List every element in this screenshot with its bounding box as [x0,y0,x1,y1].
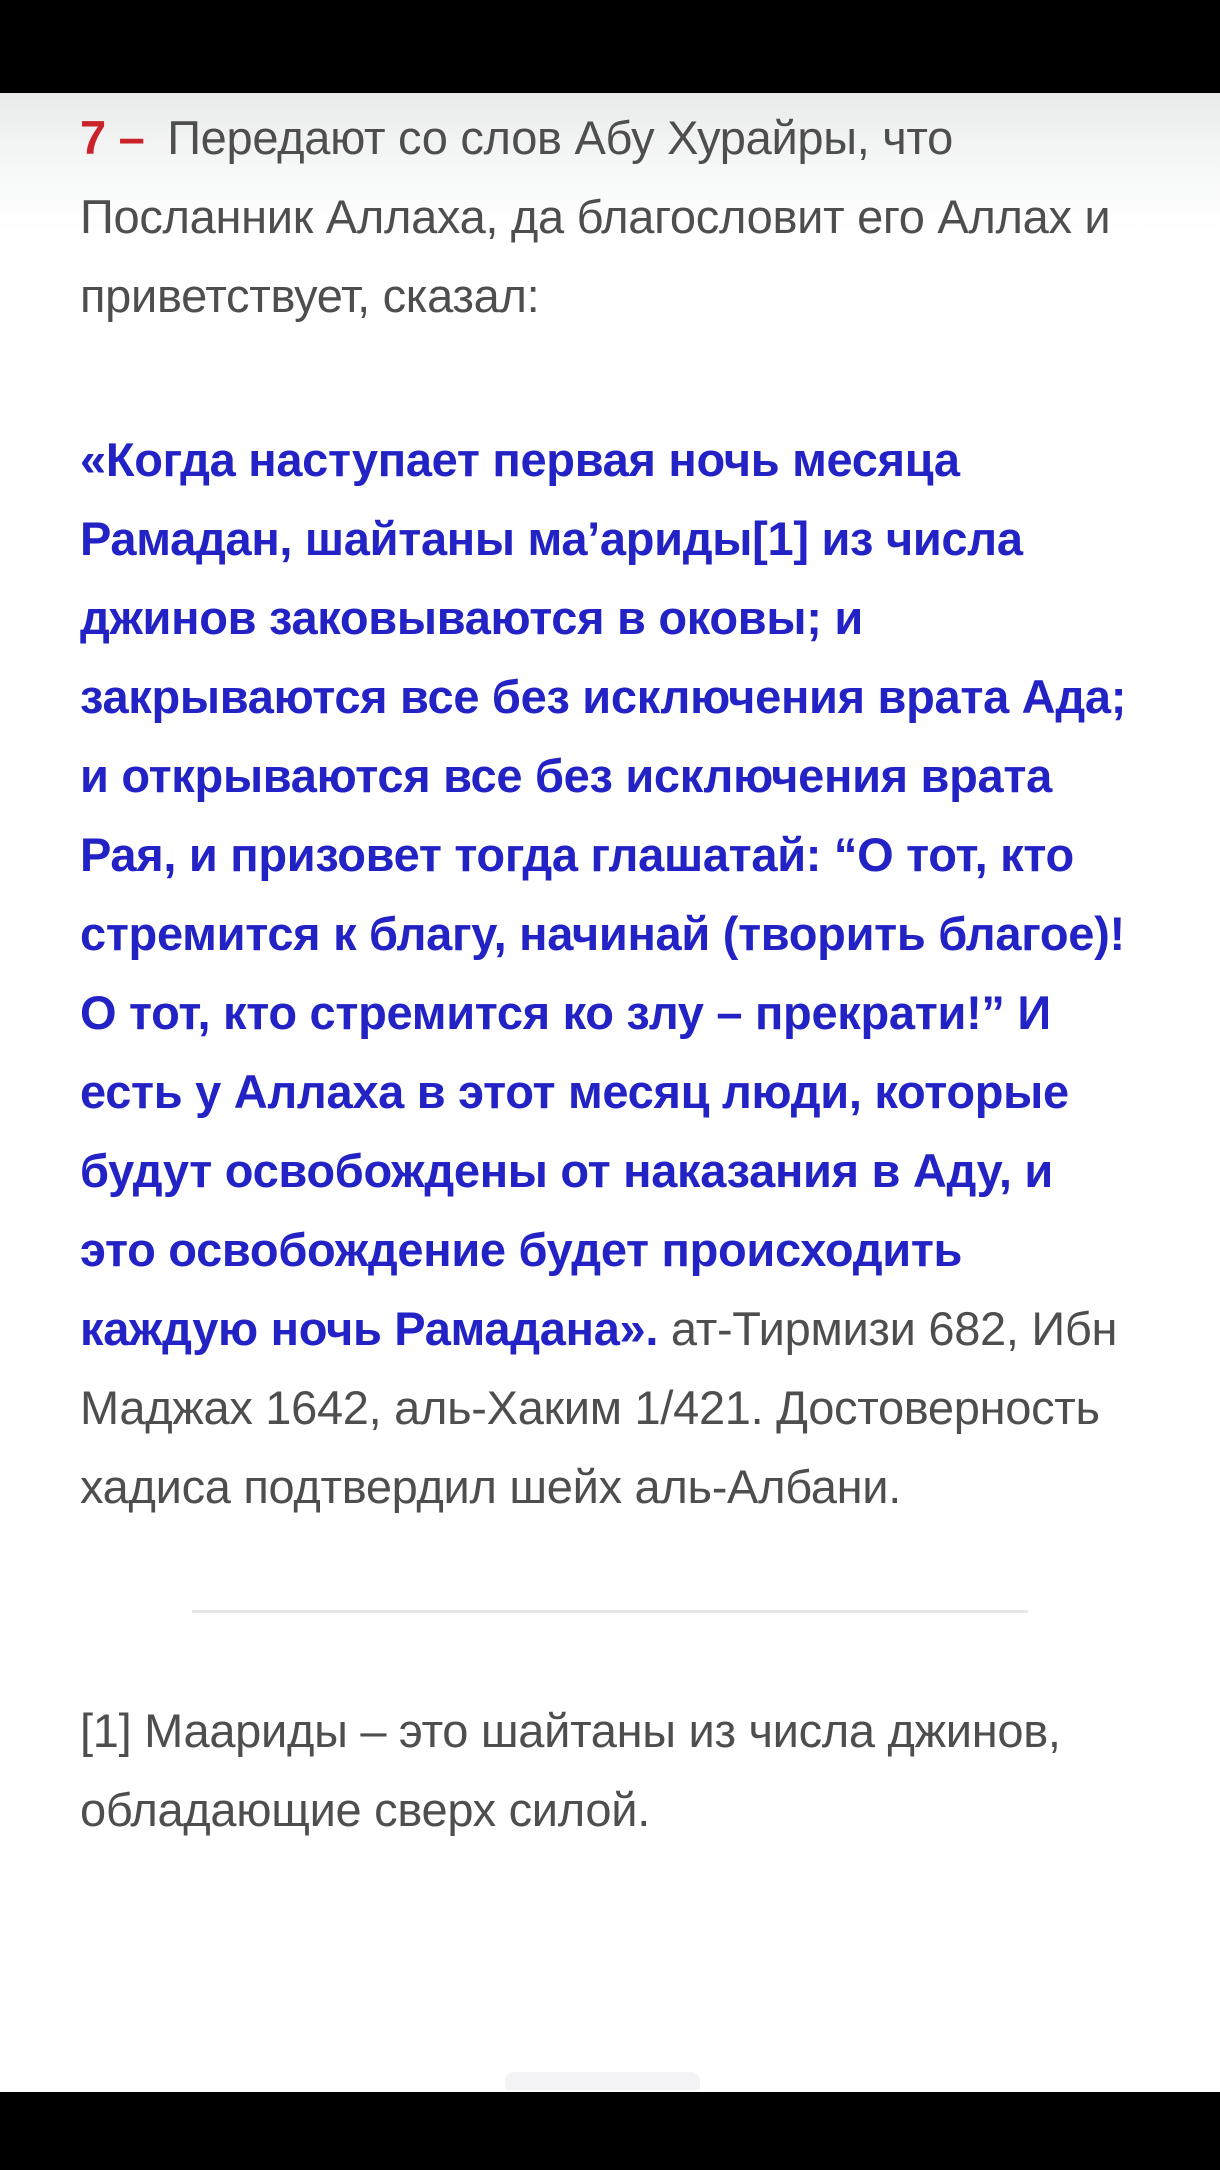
hadith-reference: ат-Тирмизи 682, Ибн Маджах 1642, аль-Хаким 1/421. Достоверность хадиса подтвердил шейх аль-Албани. [80,1302,1118,1513]
hadith-paragraph [80,420,1140,1526]
narration-paragraph [80,0,1140,335]
footnote-divider [192,1610,1028,1613]
hadith-number: 7 – [80,111,145,164]
home-indicator-ghost [505,2072,700,2090]
hadith-quote: «Когда наступает первая ночь месяца Рамадан, шайтаны ма’ариды[1] из числа джинов заковываются в оковы; и закрываются все без исключения врата Ада; и открываются все без исключения врата Рая, и призовет тогда глашатай: “О тот, кто стремится к благу, начинай (творить благое)! О тот, кто стремится ко злу – прекрати!” И есть у Аллаха в этот месяц люди, которые будут освобождены от наказания в Аду, и это освобождение будет происходить каждую ночь Рамадана». [80,433,1127,1355]
narration-text: Передают со слов Абу Хурайры, что Посланник Аллаха, да благословит его Аллах и приветствует, сказал: [80,111,1111,322]
bottom-letterbox-bar [0,2092,1220,2170]
footnote-text: [1] Маариды – это шайтаны из числа джинов, обладающие сверх силой. [80,1704,1061,1836]
